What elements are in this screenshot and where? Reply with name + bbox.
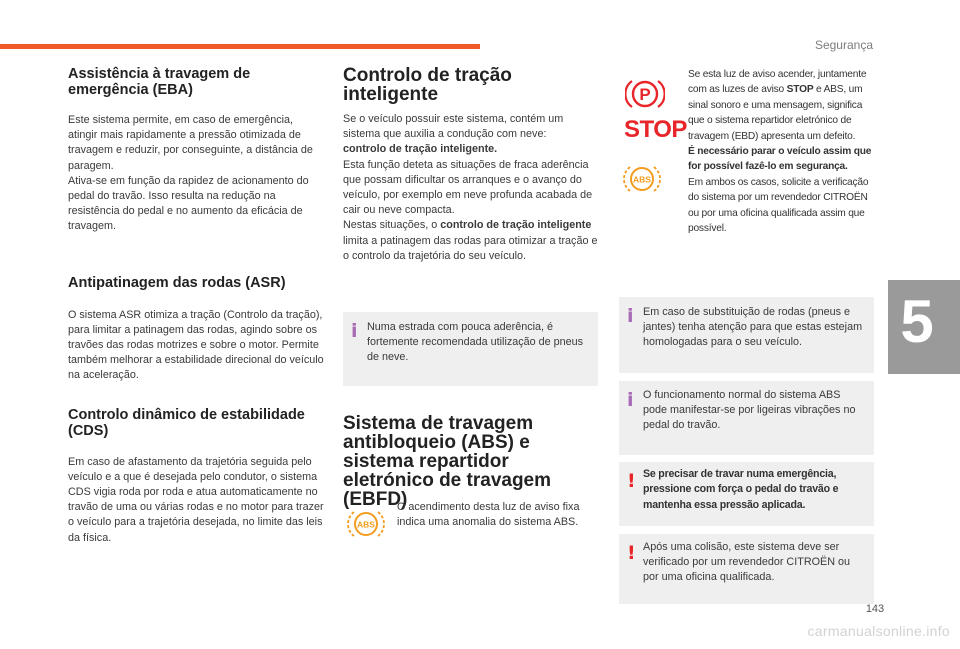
emergency-braking-warning: [619, 462, 874, 526]
info-icon: i: [627, 305, 634, 327]
snow-tyre-note: [343, 312, 598, 386]
warning-text-a: Se esta luz de aviso acender, juntamente com as luzes de aviso: [688, 69, 867, 96]
eba-text-2: Ativa-se em função da rapidez de acionamento do pedal do travão. Isso resulta na redução na resistência do pedal e no aumento da eficácia de travagem.: [68, 174, 309, 233]
eba-heading: Assistência à travagem de emergência (EBA): [68, 66, 251, 98]
snow-tyre-note-text: Numa estrada com pouca aderência, é fortemente recomendada utilização de pneus de neve.: [367, 321, 584, 364]
traction-intro: [343, 112, 599, 158]
parking-icon-label: P: [639, 85, 651, 104]
stop-icon: STOP: [624, 116, 687, 143]
traction-p2: Esta função deteta as situações de fraca aderência que possam dificultar os arranques e o avanço do veículo, por exemplo em neve profunda acabada de cair ou neve compacta.: [343, 158, 593, 217]
wheel-note-text: Em caso de substituição de rodas (pneus e jantes) tenha atenção para que estas estejam homologadas para o seu veículo.: [643, 306, 863, 349]
abs-icon-label: ABS: [357, 519, 375, 530]
chapter-tab: [888, 280, 960, 374]
traction-p3: [343, 218, 599, 264]
emergency-warning-text: Se precisar de travar numa emergência, pressione com força o pedal do travão e mantenha essa pressão aplicada.: [643, 468, 839, 511]
header-accent-bar: [0, 44, 480, 49]
collision-warning-text: Após uma colisão, este sistema deve ser verificado por um revendedor CITROËN ou por uma oficina qualificada.: [643, 541, 851, 584]
watermark: carmanualsonline.info: [807, 623, 950, 639]
warning-lamps-text: [688, 67, 878, 236]
page-number: 143: [865, 603, 885, 615]
warning-text-b: e ABS, um sinal sonoro e uma mensagem, significa que o sistema repartidor eletrónico de travagem (EBD) apresenta um defeito.: [688, 84, 863, 142]
column-left: [68, 66, 324, 546]
warning-text-stop: STOP: [786, 84, 814, 96]
traction-heading: Controlo de tração inteligente: [343, 65, 512, 105]
info-icon: i: [627, 389, 634, 411]
traction-p3-b: limita a patinagem das rodas para otimizar a tração e o controlo da trajetória do seu veículo.: [343, 234, 598, 262]
traction-p3-a: Nestas situações, o: [343, 219, 441, 232]
abs-vibration-note: [619, 381, 874, 455]
info-icon: i: [351, 320, 358, 342]
collision-warning: [619, 534, 874, 604]
warning-lamps-p3: Em ambos os casos, solicite a verificação do sistema por um revendedor CITROËN ou por uma oficina qualificada assim que possível.: [688, 176, 869, 235]
abs-heading: Sistema de travagem antibloqueio (ABS) e sistema repartidor eletrónico de travagem (EBFD): [343, 413, 552, 510]
abs-amber-icon: [346, 506, 386, 542]
abs-warning-icon-label: ABS: [633, 174, 651, 185]
exclamation-icon: !: [627, 542, 636, 564]
asr-text: O sistema ASR otimiza a tração (Controlo da tração), para limitar a patinagem das rodas, agindo sobre os travões das rodas motrizes e sobre o motor. Permite também melhorar a estabilidade direcional do veículo na aceleração.: [68, 308, 324, 382]
chapter-number: 5: [900, 288, 934, 355]
abs-lamp-text: O acendimento desta luz de aviso fixa indica uma anomalia do sistema ABS.: [397, 501, 580, 529]
section-title: Segurança: [814, 38, 873, 52]
traction-intro-bold: controlo de tração inteligente.: [343, 143, 498, 156]
warning-lamps-bold: É necessário parar o veículo assim que for possível fazê-lo em segurança.: [688, 146, 872, 173]
vibration-note-text: O funcionamento normal do sistema ABS pode manifestar-se por ligeiras vibrações no pedal do travão.: [643, 389, 856, 432]
column-middle: [343, 66, 599, 264]
eba-text-1: Este sistema permite, em caso de emergência, atingir mais rapidamente a pressão otimizada de travagem e reduzir, por conseguinte, a distância de paragem.: [68, 114, 313, 172]
asr-heading: Antipatinagem das rodas (ASR): [68, 274, 286, 291]
cds-text: Em caso de afastamento da trajetória seguida pelo veículo e a que é desejada pelo condutor, o sistema CDS vigia roda por roda e atua automaticamente no travão de uma ou várias rodas e no motor para trazer o veículo para a trajetória desejada, no limite das leis da física.: [68, 455, 324, 544]
wheel-replacement-note: [619, 297, 874, 373]
exclamation-icon: !: [627, 470, 636, 492]
abs-warning-icon: [622, 161, 662, 197]
warning-lamps-p1: [688, 67, 878, 144]
parking-brake-icon: [625, 76, 665, 112]
traction-p3-bold: controlo de tração inteligente: [440, 219, 592, 232]
traction-intro-text: Se o veículo possuir este sistema, contém um sistema que auxilia a condução com neve:: [343, 113, 564, 141]
cds-heading: Controlo dinâmico de estabilidade (CDS): [68, 406, 305, 439]
